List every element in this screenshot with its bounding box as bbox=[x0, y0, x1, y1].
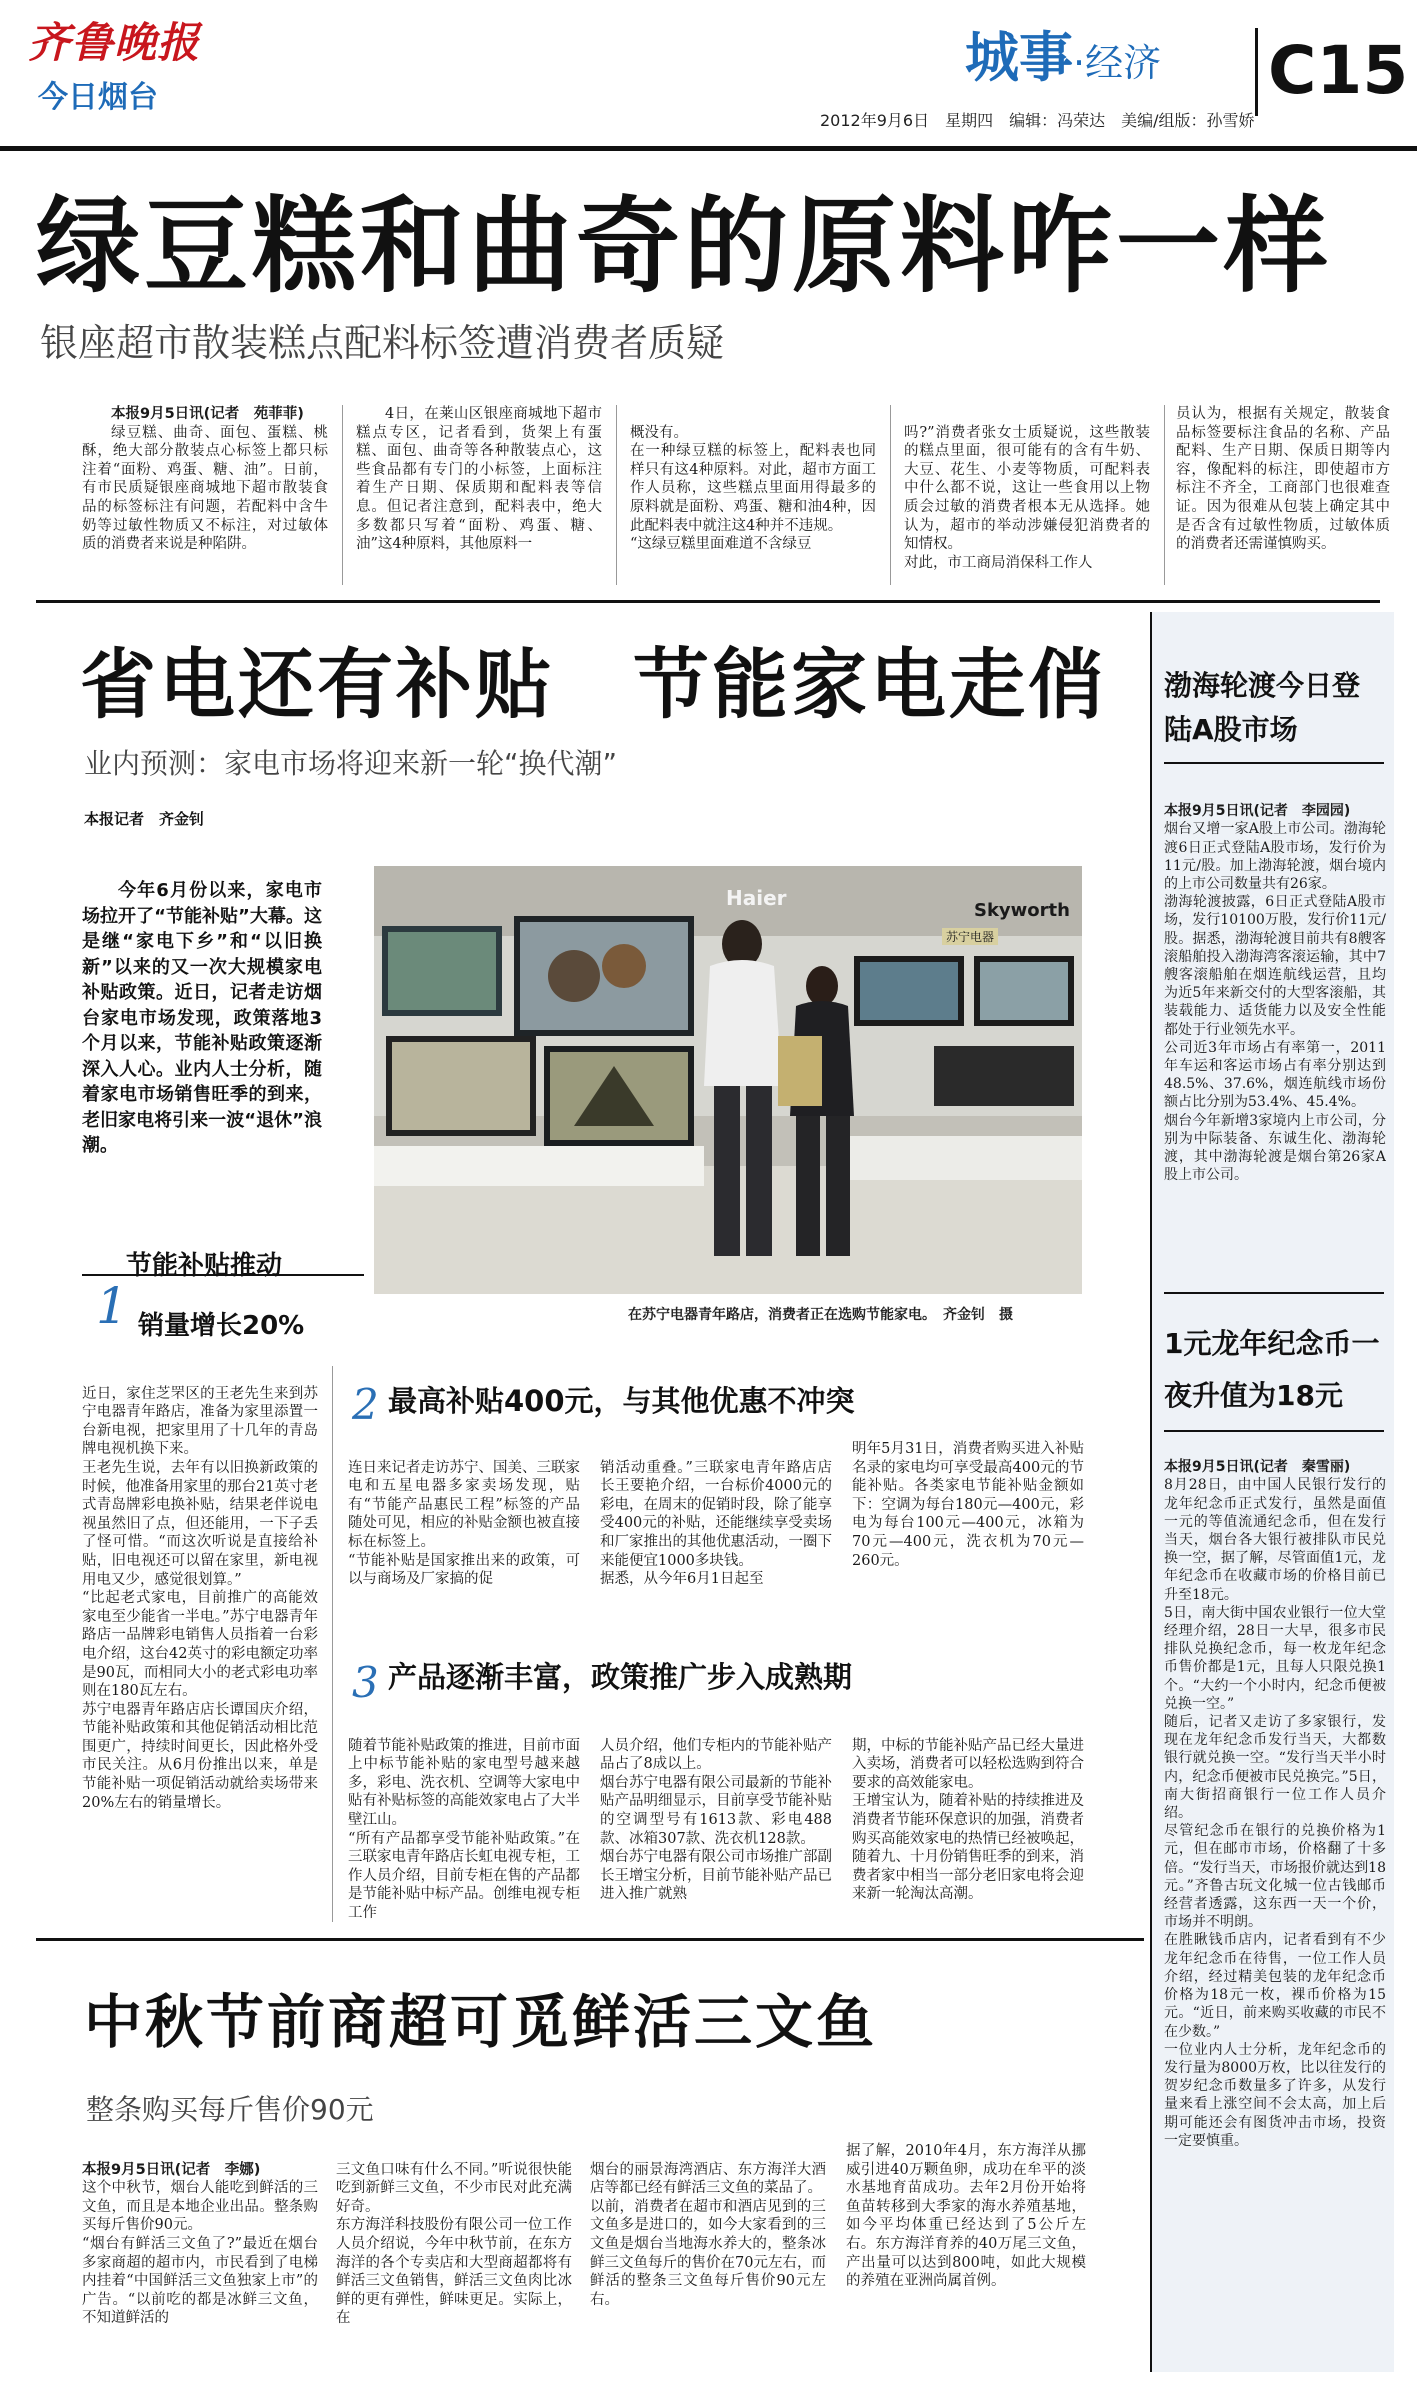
section-name: 城事 bbox=[965, 26, 1073, 89]
lead-subhead: 银座超市散装糕点配料标签遭消费者质疑 bbox=[40, 321, 725, 365]
lead-headline: 绿豆糕和曲奇的原料咋一样 bbox=[36, 185, 1333, 307]
sec2-title: 最高补贴400元，与其他优惠不冲突 bbox=[388, 1384, 855, 1418]
sec3-text-2: 人员介绍，他们专柜内的节能补贴产品占了8成以上。 烟台苏宁电器有限公司最新的节能补贴产品明细显示，目前享受节能补贴的空调型号有1613款、彩电488款、冰箱307款、洗衣机128款。 烟台苏宁电器有限公司市场推广部副长王增宝分析，目前节能补贴产品已进入推广就熟 bbox=[600, 1737, 832, 1903]
sec1-number: 1 bbox=[96, 1277, 128, 1335]
main-intro: 今年6月份以来，家电市场拉开了“节能补贴”大幕。这是继“家电下乡”和“以旧换新”以来的又一次大规模家电补贴政策。近日，记者走访烟台家电市场发现，政策落地3个月以来，节能补贴政策逐渐深入人心。业内人士分析，随着家电市场销售旺季的到来，老旧家电将引来一波“退休”浪潮。 bbox=[82, 880, 322, 1156]
edition-label: 今日烟台 bbox=[38, 80, 158, 115]
main-subhead: 业内预测：家电市场将迎来新一轮“换代潮” bbox=[84, 747, 618, 780]
lead-text-2: 4日，在莱山区银座商城地下超市糕点专区，记者看到，货架上有蛋糕、面包、曲奇等各种散装点心，这些食品都有专门的小标签，上面标注着生产日期、保质期和配料表等信息。但记者注意到，配料表中，绝大多数都只写着“面粉、鸡蛋、糖、油”这4种原料，其他原料一 bbox=[356, 406, 602, 553]
lead-text-1: 绿豆糕、曲奇、面包、蛋糕、桃酥，绝大部分散装点心标签上都只标注着“面粉、鸡蛋、糖、油”。日前，有市民质疑银座商城地下超市散装食品的标签标注有问题，若配料中含牛奶等过敏性物质又不标注，对过敏体质的消费者来说是种陷阱。 bbox=[82, 424, 328, 553]
bottom-col-4 bbox=[846, 2142, 1086, 2364]
sec1-text: 近日，家住芝罘区的王老先生来到苏宁电器青年路店，准备为家里添置一台新电视，把家里用了十几年的青岛牌电视机换下来。 王老先生说，去年有以旧换新政策的时候，他准备用家里的那台21英寸老式青岛牌彩电换补贴，结果老伴说电视虽然旧了点，但还能用，一下子丢了怪可惜。“而这次听说是直接给补贴，旧电视还可以留在家里，新电视用电又少，感觉很划算。” “比起老式家电，目前推广的高能效家电至少能省一半电。”苏宁电器青年路店一品牌彩电销售人员指着一台彩电介绍，这台42英寸的彩电额定功率是90瓦，而相同大小的老式彩电功率则在180瓦左右。 苏宁电器青年路店店长谭国庆介绍，节能补贴政策和其他促销活动相比范围更广，持续时间更长，因此格外受市民关注。从6月份推出以来，单是节能补贴一项促销活动就给卖场带来20%左右的销量增长。 bbox=[82, 1385, 318, 1811]
store-photo bbox=[374, 866, 1082, 1294]
lead-text-3: 概没有。 在一种绿豆糕的标签上，配料表也同样只有这4种原料。对此，超市方面工作人员称，这些糕点里面用得最多的原料就是面粉、鸡蛋、糖和油4种，因此配料表中就注这4种并不违规。 “这绿豆糕里面难道不含绿豆 bbox=[630, 424, 876, 553]
photo-caption: 在苏宁电器青年路店，消费者正在选购节能家电。 齐金钊 摄 bbox=[628, 1307, 1013, 1323]
bottom-text-4: 据了解，2010年4月，东方海洋从挪威引进40万颗鱼卵，成功在牟平的淡水基地育苗成功。去年2月份开始将鱼苗转移到大季家的海水养殖基地，如今平均体重已经达到了5公斤左右。东方海洋育养的40万尾三文鱼，产出量可以达到800吨，如此大规模的养殖在亚洲尚属首例。 bbox=[846, 2143, 1086, 2290]
lead-text-4: 吗?”消费者张女士质疑说，这些散装的糕点里面，很可能有的含有牛奶、大豆、花生、小麦等物质，可配料表中什么都不说，这让一些食用以上物质会过敏的消费者根本无从选择。她认为，超市的举动涉嫌侵犯消费者的知情权。 对此，市工商局消保科工作人 bbox=[904, 424, 1150, 571]
masthead-rule bbox=[0, 146, 1417, 151]
bottom-col-3 bbox=[590, 2142, 826, 2364]
sec1-col-rule bbox=[332, 1366, 333, 1922]
side1-rule bbox=[1164, 762, 1384, 764]
sec2-text-1: 连日来记者走访苏宁、国美、三联家电和五星电器多家卖场发现，贴有“节能产品惠民工程”标签的产品随处可见，相应的补贴金额也被直接标在标签上。 “节能补贴是国家推出来的政策，可以与商场及厂家搞的促 bbox=[348, 1459, 580, 1588]
bottom-subhead: 整条购买每斤售价90元 bbox=[86, 2093, 374, 2126]
subsection-name: ·经济 bbox=[1073, 41, 1162, 85]
sec1-title-a: 节能补贴推动 bbox=[126, 1251, 283, 1281]
sec1-title-b: 销量增长20% bbox=[138, 1311, 305, 1341]
bottom-text-2: 三文鱼口味有什么不同。”听说很快能吃到新鲜三文鱼，不少市民对此充满好奇。 东方海洋科技股份有限公司一位工作人员介绍说，今年中秋节前，在东方海洋的各个专卖店和大型商超都将有鲜活三文鱼销售，鲜活三文鱼肉比冰鲜的更有弹性，鲜味更足。实际上，在 bbox=[336, 2161, 572, 2327]
lead-col-4 bbox=[904, 405, 1150, 587]
sec2-text-3: 明年5月31日，消费者购买进入补贴名录的家电均可享受最高400元的节能补贴。各类家电节能补贴金额如下：空调为每台180元—400元，彩电为每台100元—400元，冰箱为70元—400元，洗衣机为70元—260元。 bbox=[852, 1441, 1084, 1569]
sec3-title: 产品逐渐丰富，政策推广步入成熟期 bbox=[388, 1660, 853, 1694]
sec3-text-1: 随着节能补贴政策的推进，目前市面上中标节能补贴的家电型号越来越多，彩电、洗衣机、空调等大家电中贴有补贴标签的高能效家电占了大半壁江山。 “所有产品都享受节能补贴政策。”在三联家电青年路店长虹电视专柜，工作人员介绍，目前专柜在售的产品都是节能补贴中标产品。创维电视专柜工作 bbox=[348, 1737, 580, 1921]
bottom-col-1 bbox=[82, 2142, 318, 2364]
main-headline: 省电还有补贴 节能家电走俏 bbox=[80, 640, 1107, 729]
photo-sign-skyworth: Skyworth bbox=[974, 900, 1070, 921]
lead-col-3 bbox=[630, 405, 876, 587]
side2-rule bbox=[1164, 1430, 1384, 1432]
lead-col-5 bbox=[1176, 405, 1390, 587]
bottom-text-3: 烟台的丽景海湾酒店、东方海洋大酒店等都已经有鲜活三文鱼的菜品了。 以前，消费者在超市和酒店见到的三文鱼多是进口的，如今大家看到的三文鱼是烟台当地海水养大的，整条冰鲜三文鱼每斤的售价在70元左右，而鲜活的整条三文鱼每斤售价90元左右。 bbox=[590, 2161, 826, 2308]
sec2-col-1 bbox=[348, 1440, 580, 1604]
side2-body bbox=[1164, 1440, 1386, 2360]
intro-box bbox=[82, 878, 364, 1276]
main-byline: 本报记者 齐金钊 bbox=[84, 810, 205, 828]
side1-text: 烟台又增一家A股上市公司。渤海轮渡6日正式登陆A股市场，发行价为11元/股。加上渤海轮渡，烟台境内的上市公司数量共有26家。 渤海轮渡披露，6日正式登陆A股市场，发行10100万股，发行价11元/股。据悉，渤海轮渡目前共有8艘客滚船舶投入渤海湾客滚运输，其中7艘客滚船舶在烟连航线运营，且均为近5年来新交付的大型客滚船，其装载能力、适货能力以及安全性能都处于行业领先水平。 公司近3年市场占有率第一，2011年车运和客运市场占有率分别达到48.5%、37.6%，烟连航线市场份额占比分别为53.4%、45.4%。 烟台今年新增3家境内上市公司，分别为中际装备、东诚生化、渤海轮渡，其中渤海轮渡是烟台第26家A股上市公司。 bbox=[1164, 821, 1386, 1184]
sec3-text-3: 期，中标的节能补贴产品已经大量进入卖场，消费者可以轻松选购到符合要求的高效能家电。 王增宝认为，随着补贴的持续推进及消费者节能环保意识的加强，消费者购买高能效家电的热情已经被唤起，随着九、十月份销售旺季的到来，消费者家中相当一部分老旧家电将会迎来新一轮淘汰高潮。 bbox=[852, 1737, 1084, 1903]
bottom-col-2 bbox=[336, 2142, 572, 2364]
lead-col-1 bbox=[82, 405, 328, 587]
sec2-col-3 bbox=[852, 1440, 1084, 1604]
side1-body bbox=[1164, 784, 1386, 1284]
sec2-text-2: 销活动重叠。”三联家电青年路店店长王要艳介绍，一台标价4000元的彩电，在周末的促销时段，除了能享受400元的补贴，还能继续享受卖场和厂家推出的其他优惠活动，一圈下来能便宜1000多块钱。 据悉，从今年6月1日起至 bbox=[600, 1459, 832, 1588]
lead-col-2 bbox=[356, 405, 602, 587]
masthead bbox=[0, 0, 1417, 160]
sec2-col-2 bbox=[600, 1440, 832, 1604]
lead-bottom-rule bbox=[36, 600, 1380, 603]
sec3-col-3 bbox=[852, 1718, 1084, 1924]
side2-headline: 1元龙年纪念币一夜升值为18元 bbox=[1164, 1327, 1380, 1412]
section-title bbox=[965, 28, 1161, 93]
paper-logo: 齐鲁晚报 bbox=[28, 18, 201, 67]
photo-sign-haier: Haier bbox=[726, 886, 787, 910]
side-divider bbox=[1164, 1292, 1384, 1294]
sidebar-left-rule bbox=[1150, 612, 1152, 2372]
lead-col-rule bbox=[890, 405, 891, 585]
lead-byline: 本报9月5日讯(记者 苑菲菲) bbox=[111, 406, 304, 422]
masthead-vertical-rule bbox=[1255, 28, 1258, 116]
date-line: 2012年9月6日 星期四 编辑：冯荣达 美编/组版：孙雪娇 bbox=[820, 111, 1255, 130]
page-number: C15 bbox=[1268, 32, 1409, 109]
main-bottom-rule bbox=[36, 1938, 1144, 1941]
lead-col-rule bbox=[342, 405, 343, 585]
bottom-text-1: 这个中秋节，烟台人能吃到鲜活的三文鱼，而且是本地企业出品。整条购买每斤售价90元。 “烟台有鲜活三文鱼了?”最近在烟台多家商超的超市内，市民看到了电梯内挂着“中国鲜活三文鱼独家上市”的广告。“以前吃的都是冰鲜三文鱼，不知道鲜活的 bbox=[82, 2180, 318, 2327]
lead-text-5: 员认为，根据有关规定，散装食品标签要标注食品的名称、产品配料、生产日期、保质日期等内容，像配料的标注，即使超市方标注不齐全，工商部门也很难查证。因为很难从包装上确定其中是否含有过敏性物质，过敏体质的消费者还需谨慎购买。 bbox=[1176, 406, 1390, 553]
bottom-byline: 本报9月5日讯(记者 李娜) bbox=[82, 2161, 261, 2178]
side1-headline: 渤海轮渡今日登陆A股市场 bbox=[1164, 669, 1361, 746]
side2-byline: 本报9月5日讯(记者 秦雪丽) bbox=[1164, 1459, 1351, 1476]
side2-text: 8月28日，由中国人民银行发行的龙年纪念币正式发行，虽然是面值一元的等值流通纪念币，但在发行当天，烟台各大银行被排队市民兑换一空，据了解，尽管面值1元，龙年纪念币在收藏市场的价格目前已升至18元。 5日，南大街中国农业银行一位大堂经理介绍，28日一大早，很多市民排队兑换纪念币，每一枚龙年纪念币售价都是1元，且每人只限兑换1个。“大约一个小时内，纪念币便被兑换一空。” 随后，记者又走访了多家银行，发现在龙年纪念币发行当天，大都数银行就兑换一空。“发行当天半小时内，纪念币便被市民兑换完。”5日，南大街招商银行一位工作人员介绍。 尽管纪念币在银行的兑换价格为1元，但在邮市市场，价格翻了十多倍。“发行当天，市场报价就达到18元。”齐鲁古玩文化城一位古钱邮币经营者透露，这东西一天一个价，市场并不明朗。 在胜瞅钱币店内，记者看到有不少龙年纪念币在待售，一位工作人员介绍，经过精美包装的龙年纪念币价格为18元一枚，裸币价格为15元。“近日，前来购买收藏的市民不在少数。” 一位业内人士分析，龙年纪念币的发行量为8000万枚，比以往发行的贺岁纪念币数量多了许多，从发行量来看上涨空间不会太高，加上后期可能还会有图货冲击市场，投资一定要慎重。 bbox=[1164, 1477, 1386, 2149]
photo-sign-store: 苏宁电器 bbox=[942, 928, 998, 945]
sec1-body bbox=[82, 1366, 318, 1928]
lead-col-rule bbox=[616, 405, 617, 585]
lead-col-rule bbox=[1164, 405, 1165, 585]
sec3-number: 3 bbox=[352, 1658, 379, 1707]
sec3-col-2 bbox=[600, 1718, 832, 1924]
side1-byline: 本报9月5日讯(记者 李园园) bbox=[1164, 803, 1351, 820]
sec3-col-1 bbox=[348, 1718, 580, 1924]
sec2-number: 2 bbox=[352, 1380, 379, 1429]
bottom-headline: 中秋节前商超可觅鲜活三文鱼 bbox=[84, 1988, 878, 2056]
